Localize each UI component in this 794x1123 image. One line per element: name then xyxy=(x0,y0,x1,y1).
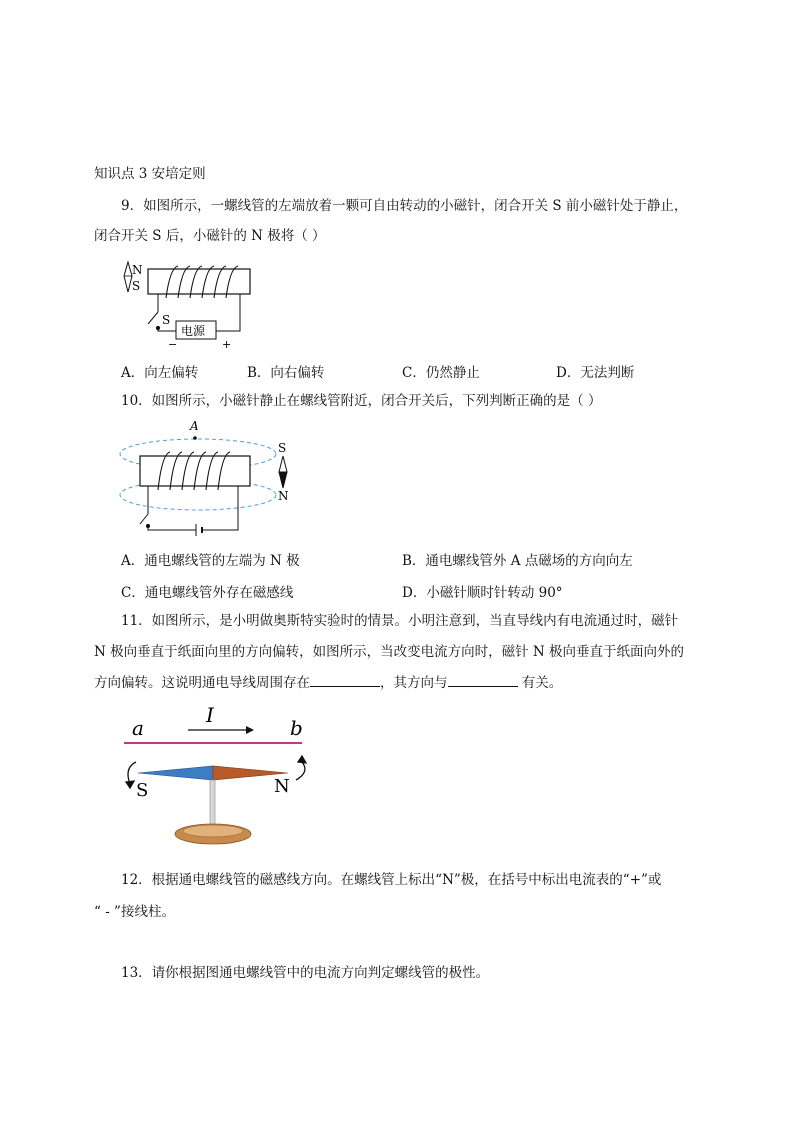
q9-solenoid-figure xyxy=(118,258,258,350)
q10-circuit xyxy=(140,486,238,536)
section-title: 知识点 3 安培定则 xyxy=(94,166,206,182)
compass-needle-icon xyxy=(124,262,132,292)
q10-needle-s-label: S xyxy=(278,441,287,455)
q9-option-c[interactable]: C．仍然静止 xyxy=(402,365,480,381)
needle-s-half xyxy=(138,766,213,780)
q10-option-c[interactable]: C．通电螺线管外存在磁感线 xyxy=(121,585,294,601)
q9-needle-n-label: N xyxy=(132,263,143,277)
q11-line3-part3: 有关。 xyxy=(517,675,563,691)
q11-line3-part1: 方向偏转。这说明通电导线周围存在 xyxy=(94,675,310,691)
q12-line2: “ - ”接线柱。 xyxy=(94,904,175,920)
point-a-dot xyxy=(193,436,197,440)
q11-label-s: S xyxy=(136,780,149,801)
q9-needle-s-label: S xyxy=(132,279,141,293)
needle-stand-pole xyxy=(210,780,215,830)
q9-plus-label: + xyxy=(222,338,232,350)
q11-line1: 11．如图所示，是小明做奥斯特实验时的情景。小明注意到，当直导线内有电流通过时，磁针 xyxy=(121,613,679,629)
solenoid-body xyxy=(148,269,250,294)
q11-blank-2[interactable] xyxy=(448,672,518,687)
q11-line2: N 极向垂直于纸面向里的方向偏转，如图所示，当改变电流方向时，磁针 N 极向垂直于纸面向外的 xyxy=(94,644,684,660)
q11-label-n: N xyxy=(274,776,290,797)
q9-line1: 9．如图所示，一螺线管的左端放着一颗可自由转动的小磁针，闭合开关 S 前小磁针处于静止， xyxy=(121,198,688,214)
q11-oersted-figure xyxy=(118,700,318,858)
solenoid-coil xyxy=(166,266,238,298)
q10-compass-needle-icon xyxy=(279,456,287,488)
q10-needle-n-label: N xyxy=(278,489,289,503)
needle-stand-base-top xyxy=(183,825,243,837)
q11-blank-1[interactable] xyxy=(310,672,380,687)
q12-line1: 12．根据通电螺线管的磁感线方向。在螺线管上标出“N”极，在括号中标出电流表的“+”或 xyxy=(121,872,662,888)
q10-option-a[interactable]: A．通电螺线管的左端为 N 极 xyxy=(121,553,300,569)
q10-point-a-label: A xyxy=(190,419,199,433)
q9-option-d[interactable]: D．无法判断 xyxy=(556,365,635,381)
q9-option-b[interactable]: B．向右偏转 xyxy=(247,365,325,381)
q11-line3 xyxy=(94,668,562,699)
q10-option-b[interactable]: B．通电螺线管外 A 点磁场的方向向左 xyxy=(402,553,633,569)
q9-source-label: 电源 xyxy=(181,324,206,338)
current-arrow-icon xyxy=(188,726,254,734)
q9-line2: 闭合开关 S 后，小磁针的 N 极将（ ） xyxy=(94,228,326,244)
q11-label-b: b xyxy=(290,716,303,740)
q10-solenoid-figure xyxy=(118,418,308,540)
q9-option-a[interactable]: A．向左偏转 xyxy=(121,365,199,381)
q13-line1: 13．请你根据图通电螺线管中的电流方向判定螺线管的极性。 xyxy=(121,965,490,981)
q10-option-d[interactable]: D．小磁针顺时针转动 90° xyxy=(402,585,563,601)
q11-label-a: a xyxy=(132,716,144,740)
q9-minus-label: − xyxy=(168,338,178,350)
q11-line3-part2: ，其方向与 xyxy=(380,675,448,691)
q10-line1: 10．如图所示，小磁针静止在螺线管附近，闭合开关后，下列判断正确的是（ ） xyxy=(121,393,602,409)
q9-switch-label: S xyxy=(162,313,171,327)
q11-label-current: I xyxy=(206,703,214,727)
